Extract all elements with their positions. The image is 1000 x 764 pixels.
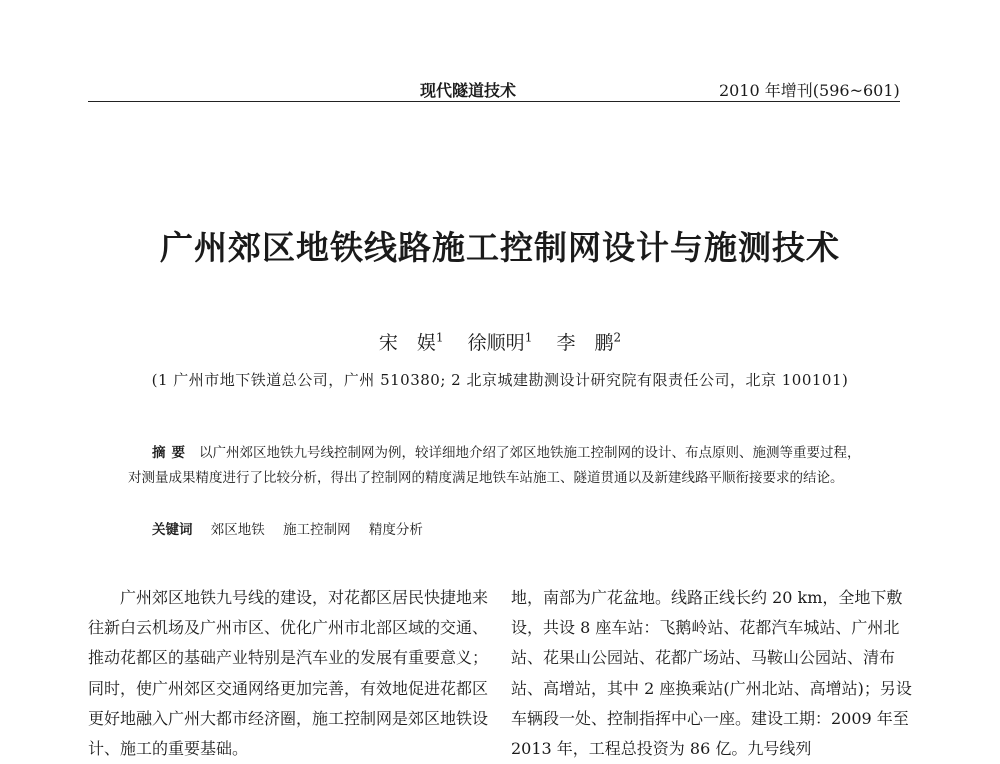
author-affil-mark: 2 xyxy=(613,330,622,345)
author-name: 宋 娱 xyxy=(378,332,436,354)
keywords xyxy=(152,518,437,538)
author-affil-mark: 1 xyxy=(524,330,533,345)
header-rule xyxy=(88,101,900,102)
affiliation: (1 广州市地下铁道总公司，广州 510380; 2 北京城建勘测设计研究院有限责任公司，北京 100101) xyxy=(151,371,849,389)
keyword: 施工控制网 xyxy=(283,522,351,538)
paper-title: 广州郊区地铁线路施工控制网设计与施测技术 xyxy=(160,228,840,267)
body-left-column: 广州郊区地铁九号线的建设，对花都区居民快捷地来往新白云机场及广州市区、优化广州市北部区域的交通、推动花都区的基础产业特别是汽车业的发展有重要意义；同时，使广州郊区交通网络更加完善，有效地促进花都区更好地融入广州大都市经济圈，施工控制网是郊区地铁设计、施工的重要基础。 xyxy=(88,588,489,759)
abstract-text: 以广州郊区地铁九号线控制网为例，较详细地介绍了郊区地铁施工控制网的设计、布点原则、施测等重要过程，对测量成果精度进行了比较分析，得出了控制网的精度满足地铁车站施工、隧道贯通以及新建线路平顺衔接要求的结论。 xyxy=(128,445,861,486)
abstract-label: 摘要 xyxy=(152,445,191,461)
author-name: 李 鹏 xyxy=(556,332,614,354)
issue-info: 2010 年增刊(596~601) xyxy=(719,81,900,100)
body-right-column: 地，南部为广花盆地。线路正线长约 20 km，全地下敷设，共设 8 座车站：飞鹅岭站、花都汽车城站、广州北站、花果山公园站、花都广场站、马鞍山公园站、清布站、高增站，其中 2 座换乘站(广州北站、高增站)；另设车辆段一处、控制指挥中心一座。建设工期：2009 年至 2013 年，工程总投资为 86 亿。九号线列 xyxy=(511,588,912,759)
abstract xyxy=(128,441,873,491)
keyword: 郊区地铁 xyxy=(210,522,265,538)
author-name: 徐顺明 xyxy=(467,332,525,354)
author-affil-mark: 1 xyxy=(435,330,444,345)
keyword: 精度分析 xyxy=(368,522,423,538)
keywords-label: 关键词 xyxy=(152,522,193,538)
author-list xyxy=(0,328,1000,355)
journal-name: 现代隧道技术 xyxy=(420,81,517,100)
